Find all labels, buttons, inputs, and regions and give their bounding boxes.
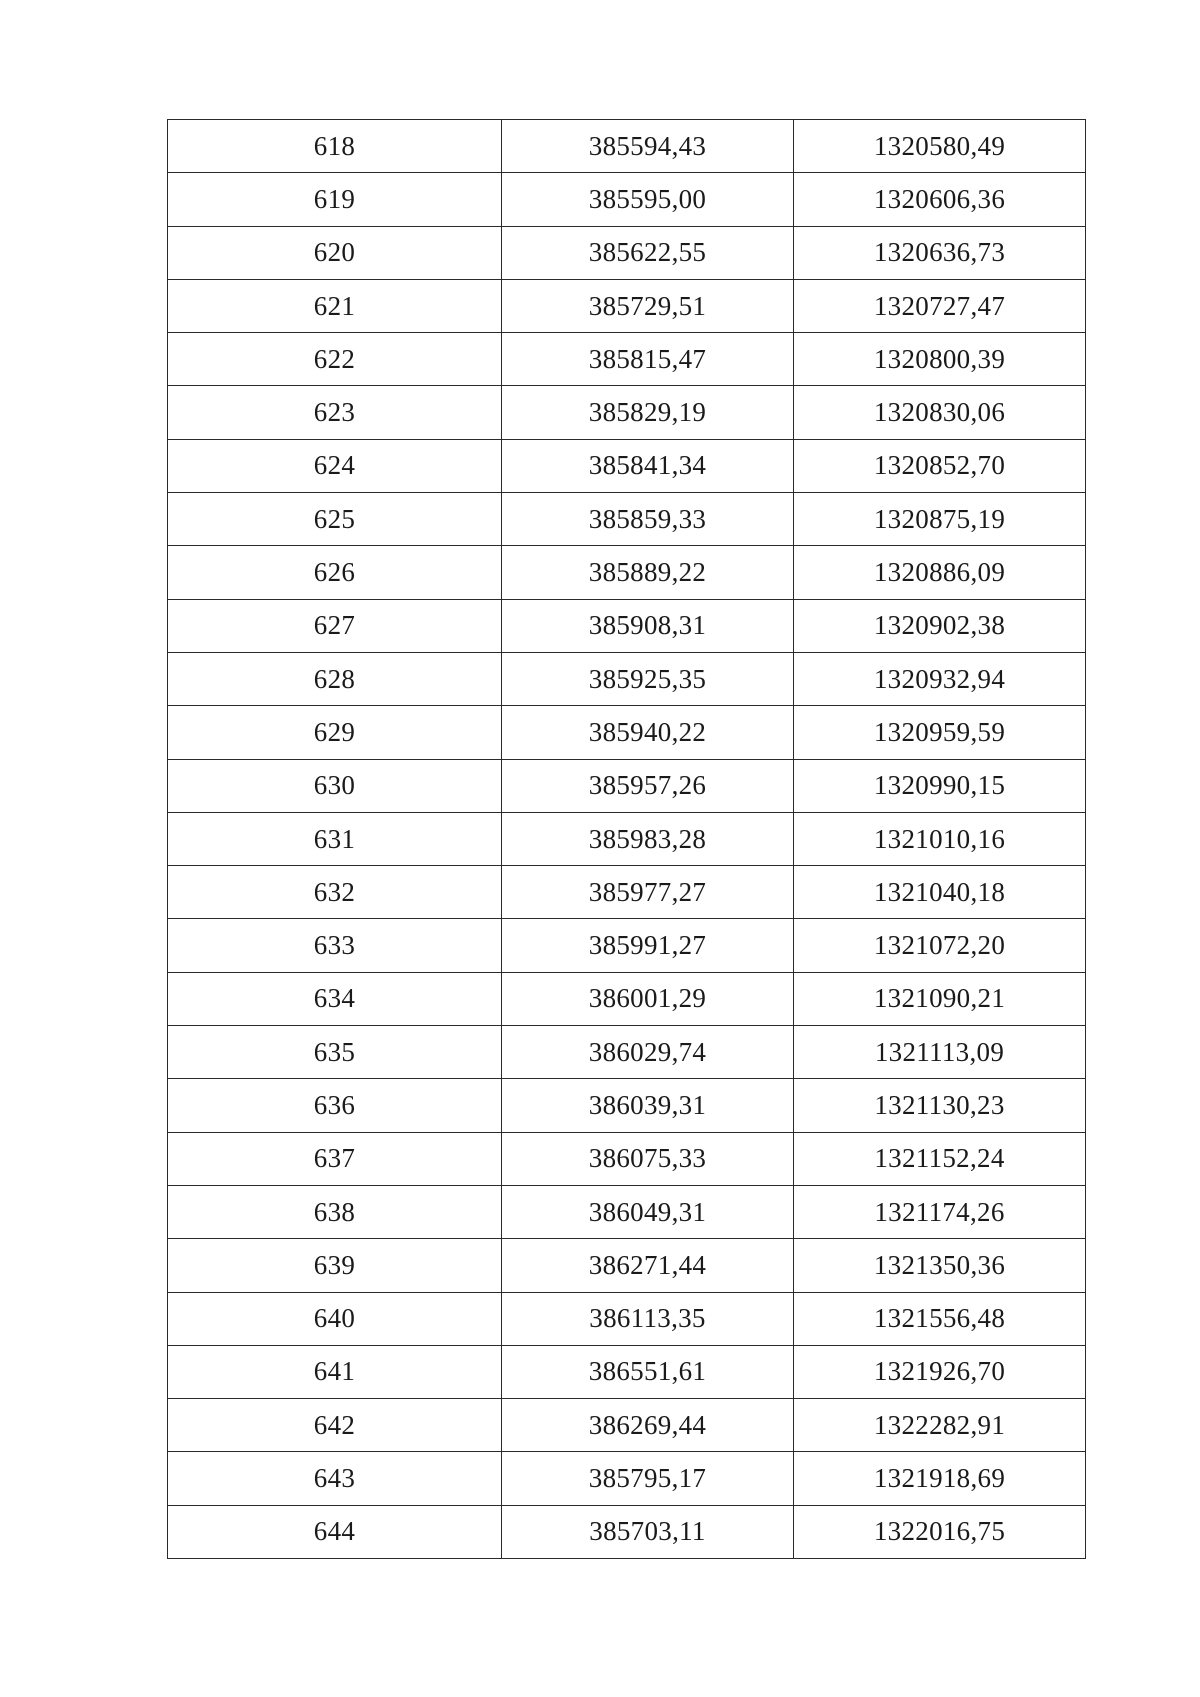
table-row [168, 919, 1086, 972]
y-coordinate-cell: 1322016,75 [794, 1505, 1086, 1558]
x-coordinate-cell: 386113,35 [502, 1292, 794, 1345]
x-coordinate-cell: 385889,22 [502, 546, 794, 599]
y-coordinate-cell: 1321072,20 [794, 919, 1086, 972]
x-coordinate-cell: 385815,47 [502, 333, 794, 386]
y-coordinate-cell: 1320932,94 [794, 652, 1086, 705]
table-row [168, 1292, 1086, 1345]
y-coordinate-cell: 1320875,19 [794, 493, 1086, 546]
point-number-cell: 643 [168, 1452, 502, 1505]
table-row [168, 279, 1086, 332]
point-number-cell: 625 [168, 493, 502, 546]
y-coordinate-cell: 1321113,09 [794, 1026, 1086, 1079]
table-row [168, 173, 1086, 226]
x-coordinate-cell: 385703,11 [502, 1505, 794, 1558]
y-coordinate-cell: 1322282,91 [794, 1399, 1086, 1452]
table-row [168, 386, 1086, 439]
y-coordinate-cell: 1320800,39 [794, 333, 1086, 386]
y-coordinate-cell: 1321174,26 [794, 1185, 1086, 1238]
x-coordinate-cell: 385991,27 [502, 919, 794, 972]
point-number-cell: 626 [168, 546, 502, 599]
table-row [168, 493, 1086, 546]
coordinates-table [167, 119, 1086, 1559]
x-coordinate-cell: 385795,17 [502, 1452, 794, 1505]
y-coordinate-cell: 1321010,16 [794, 812, 1086, 865]
x-coordinate-cell: 386075,33 [502, 1132, 794, 1185]
y-coordinate-cell: 1320886,09 [794, 546, 1086, 599]
y-coordinate-cell: 1321040,18 [794, 866, 1086, 919]
table-row [168, 333, 1086, 386]
point-number-cell: 622 [168, 333, 502, 386]
point-number-cell: 628 [168, 652, 502, 705]
y-coordinate-cell: 1320580,49 [794, 120, 1086, 173]
x-coordinate-cell: 386271,44 [502, 1239, 794, 1292]
table-row [168, 812, 1086, 865]
point-number-cell: 641 [168, 1345, 502, 1398]
point-number-cell: 623 [168, 386, 502, 439]
table-row [168, 1399, 1086, 1452]
x-coordinate-cell: 385983,28 [502, 812, 794, 865]
y-coordinate-cell: 1320636,73 [794, 226, 1086, 279]
x-coordinate-cell: 385622,55 [502, 226, 794, 279]
point-number-cell: 620 [168, 226, 502, 279]
table-row [168, 706, 1086, 759]
x-coordinate-cell: 386039,31 [502, 1079, 794, 1132]
table-row [168, 599, 1086, 652]
table-row [168, 866, 1086, 919]
point-number-cell: 634 [168, 972, 502, 1025]
x-coordinate-cell: 385925,35 [502, 652, 794, 705]
y-coordinate-cell: 1321556,48 [794, 1292, 1086, 1345]
x-coordinate-cell: 386029,74 [502, 1026, 794, 1079]
point-number-cell: 639 [168, 1239, 502, 1292]
x-coordinate-cell: 385729,51 [502, 279, 794, 332]
table-row [168, 120, 1086, 173]
point-number-cell: 638 [168, 1185, 502, 1238]
x-coordinate-cell: 385940,22 [502, 706, 794, 759]
x-coordinate-cell: 385829,19 [502, 386, 794, 439]
x-coordinate-cell: 385977,27 [502, 866, 794, 919]
y-coordinate-cell: 1321918,69 [794, 1452, 1086, 1505]
point-number-cell: 636 [168, 1079, 502, 1132]
y-coordinate-cell: 1320606,36 [794, 173, 1086, 226]
x-coordinate-cell: 385594,43 [502, 120, 794, 173]
y-coordinate-cell: 1320727,47 [794, 279, 1086, 332]
y-coordinate-cell: 1320830,06 [794, 386, 1086, 439]
point-number-cell: 644 [168, 1505, 502, 1558]
y-coordinate-cell: 1321130,23 [794, 1079, 1086, 1132]
x-coordinate-cell: 385595,00 [502, 173, 794, 226]
y-coordinate-cell: 1321926,70 [794, 1345, 1086, 1398]
point-number-cell: 619 [168, 173, 502, 226]
point-number-cell: 632 [168, 866, 502, 919]
y-coordinate-cell: 1320852,70 [794, 439, 1086, 492]
x-coordinate-cell: 385957,26 [502, 759, 794, 812]
y-coordinate-cell: 1320902,38 [794, 599, 1086, 652]
point-number-cell: 630 [168, 759, 502, 812]
table-row [168, 1452, 1086, 1505]
point-number-cell: 629 [168, 706, 502, 759]
table-row [168, 1239, 1086, 1292]
table-row [168, 546, 1086, 599]
table-row [168, 759, 1086, 812]
point-number-cell: 640 [168, 1292, 502, 1345]
y-coordinate-cell: 1321090,21 [794, 972, 1086, 1025]
x-coordinate-cell: 386269,44 [502, 1399, 794, 1452]
point-number-cell: 637 [168, 1132, 502, 1185]
point-number-cell: 627 [168, 599, 502, 652]
table-row [168, 1132, 1086, 1185]
x-coordinate-cell: 385859,33 [502, 493, 794, 546]
y-coordinate-cell: 1321350,36 [794, 1239, 1086, 1292]
table-row [168, 1505, 1086, 1558]
table-row [168, 1026, 1086, 1079]
point-number-cell: 624 [168, 439, 502, 492]
table-row [168, 1185, 1086, 1238]
coordinates-table-body [168, 120, 1086, 1559]
x-coordinate-cell: 385908,31 [502, 599, 794, 652]
point-number-cell: 642 [168, 1399, 502, 1452]
table-row [168, 1079, 1086, 1132]
table-row [168, 652, 1086, 705]
point-number-cell: 618 [168, 120, 502, 173]
point-number-cell: 635 [168, 1026, 502, 1079]
x-coordinate-cell: 386001,29 [502, 972, 794, 1025]
y-coordinate-cell: 1320959,59 [794, 706, 1086, 759]
y-coordinate-cell: 1320990,15 [794, 759, 1086, 812]
y-coordinate-cell: 1321152,24 [794, 1132, 1086, 1185]
table-row [168, 972, 1086, 1025]
point-number-cell: 631 [168, 812, 502, 865]
x-coordinate-cell: 385841,34 [502, 439, 794, 492]
point-number-cell: 621 [168, 279, 502, 332]
table-row [168, 1345, 1086, 1398]
x-coordinate-cell: 386551,61 [502, 1345, 794, 1398]
table-row [168, 226, 1086, 279]
x-coordinate-cell: 386049,31 [502, 1185, 794, 1238]
point-number-cell: 633 [168, 919, 502, 972]
table-row [168, 439, 1086, 492]
